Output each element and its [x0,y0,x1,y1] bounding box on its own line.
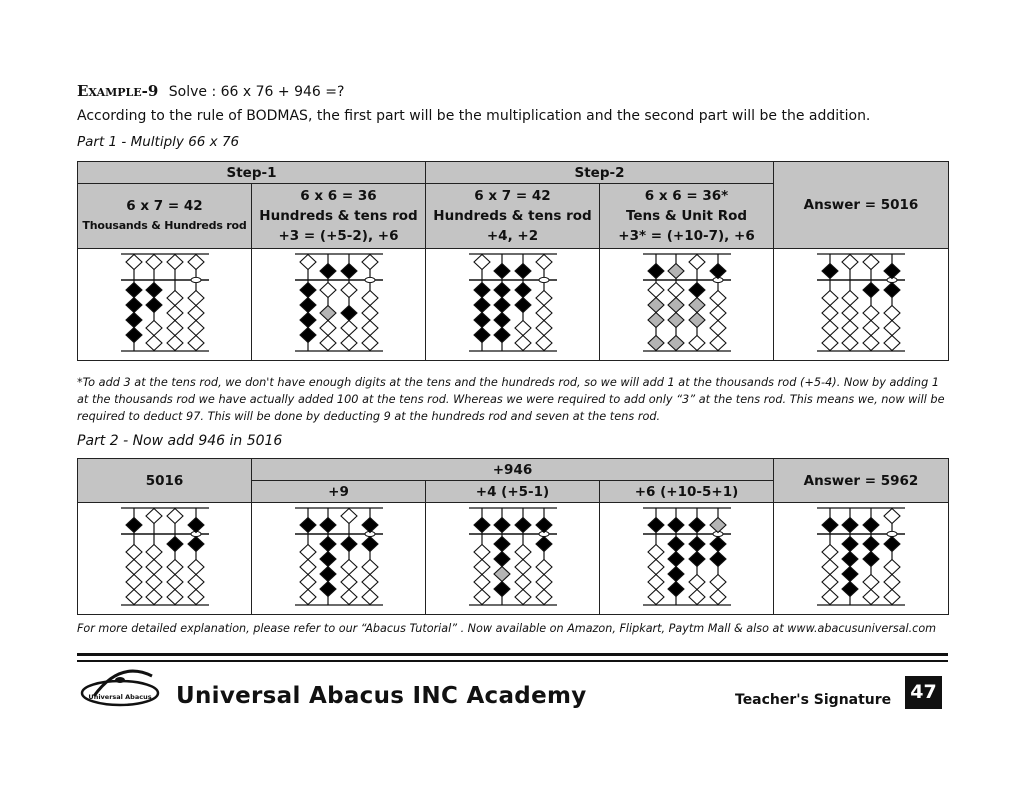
upper-bead [146,508,162,523]
lower-bead [146,297,162,312]
lower-bead [167,589,183,604]
abacus-part2-2 [294,505,384,609]
lower-bead [842,290,858,305]
lower-bead [710,536,726,551]
unit-rod-marker [539,277,549,282]
lower-bead [648,574,664,589]
upper-bead [710,263,726,278]
lower-bead [494,282,510,297]
lower-bead [300,574,316,589]
upper-bead [689,254,705,269]
lower-bead [126,312,142,327]
footnote: *To add 3 at the tens rod, we don't have enough digits at the tens and the hundreds rod, so we will add 1 at the thousands rod (+5-4). Now by adding 1 at the thousands rod we have actually added 100 at the tens rod. Whereas we were required to add only “3” at the tens rod. This means we, now will be required to deduct 97. This will be done by deducting 9 at the hundreds rod and seven at the tens rod. [77,376,945,423]
lower-bead [167,320,183,335]
lower-bead [515,559,531,574]
lower-bead [536,305,552,320]
upper-bead [494,263,510,278]
lower-bead [689,536,705,551]
abacus-part1-3 [468,251,558,355]
lower-bead [842,305,858,320]
lower-bead [320,282,336,297]
lower-bead [362,335,378,350]
lower-bead [126,282,142,297]
lower-bead [536,536,552,551]
upper-bead [362,517,378,532]
lower-bead [188,559,204,574]
lower-bead [689,574,705,589]
part2-col-2: +4 (+5-1) [426,481,600,503]
abacus-part2-1 [120,505,210,609]
lower-bead [689,589,705,604]
lower-bead [863,282,879,297]
upper-bead [320,263,336,278]
lower-bead [474,559,490,574]
upper-bead [300,254,316,269]
lower-bead [842,536,858,551]
part1-col-4: 6 x 6 = 36* Tens & Unit Rod +3* = (+10-7), +6 [600,184,774,249]
upper-bead [863,254,879,269]
page-number: 47 [905,676,942,709]
lower-bead [126,559,142,574]
abacus-part1-1 [120,251,210,355]
lower-bead [822,544,838,559]
upper-bead [648,517,664,532]
upper-bead [842,517,858,532]
lower-bead [668,536,684,551]
lower-bead [842,320,858,335]
lower-bead [689,297,705,312]
part2-col-1: +9 [252,481,426,503]
upper-bead [668,263,684,278]
lower-bead [689,282,705,297]
step1-header: Step-1 [78,162,426,184]
lower-bead [710,335,726,350]
abacus-part2-3 [468,505,558,609]
lower-bead [648,282,664,297]
footer-rule [77,653,948,656]
part1-col-2: 6 x 6 = 36 Hundreds & tens rod +3 = (+5-2), +6 [252,184,426,249]
teacher-signature-label: Teacher's Signature [735,692,892,708]
lower-bead [668,282,684,297]
lower-bead [146,589,162,604]
part2-start: 5016 [78,459,252,503]
upper-bead [710,517,726,532]
lower-bead [126,589,142,604]
lower-bead [188,305,204,320]
intro-text: According to the rule of BODMAS, the first part will be the multiplication and the second part will be the addition. [77,108,871,124]
upper-bead [320,517,336,532]
lower-bead [341,536,357,551]
lower-bead [341,305,357,320]
upper-bead [362,254,378,269]
upper-bead [884,263,900,278]
lower-bead [668,297,684,312]
lower-bead [167,290,183,305]
upper-bead [188,254,204,269]
upper-bead [863,517,879,532]
lower-bead [300,589,316,604]
lower-bead [536,589,552,604]
upper-bead [167,254,183,269]
lower-bead [300,327,316,342]
lower-bead [362,536,378,551]
upper-bead [146,254,162,269]
lower-bead [689,312,705,327]
academy-logo [80,666,162,710]
upper-bead [668,517,684,532]
example-problem: Solve : 66 x 76 + 946 =? [168,84,345,100]
lower-bead [648,589,664,604]
unit-rod-marker [365,277,375,282]
lower-bead [884,335,900,350]
upper-bead [536,517,552,532]
lower-bead [515,544,531,559]
lower-bead [188,536,204,551]
lower-bead [188,290,204,305]
lower-bead [822,290,838,305]
upper-bead [300,517,316,532]
upper-bead [515,263,531,278]
upper-bead [822,517,838,532]
lower-bead [668,312,684,327]
lower-bead [536,290,552,305]
lower-bead [536,559,552,574]
lower-bead [320,320,336,335]
lower-bead [341,574,357,589]
lower-bead [474,282,490,297]
lower-bead [842,551,858,566]
lower-bead [320,581,336,596]
lower-bead [167,559,183,574]
upper-bead [474,254,490,269]
lower-bead [494,327,510,342]
lower-bead [668,551,684,566]
lower-bead [515,282,531,297]
part1-heading: Part 1 - Multiply 66 x 76 [77,134,240,150]
lower-bead [710,589,726,604]
lower-bead [884,282,900,297]
lower-bead [822,305,838,320]
lower-bead [494,566,510,581]
lower-bead [648,559,664,574]
upper-bead [689,517,705,532]
lower-bead [126,544,142,559]
lower-bead [863,305,879,320]
lower-bead [146,320,162,335]
lower-bead [536,320,552,335]
upper-bead [126,517,142,532]
lower-bead [842,581,858,596]
lower-bead [863,574,879,589]
lower-bead [648,335,664,350]
lower-bead [710,574,726,589]
lower-bead [668,566,684,581]
lower-bead [515,297,531,312]
part1-col-1: 6 x 7 = 42 Thousands & Hundreds rod [78,184,252,249]
lower-bead [494,581,510,596]
lower-bead [515,574,531,589]
lower-bead [146,282,162,297]
lower-bead [146,574,162,589]
lower-bead [474,297,490,312]
lower-bead [188,574,204,589]
lower-bead [710,551,726,566]
lower-bead [648,544,664,559]
lower-bead [884,536,900,551]
part1-table [77,161,949,361]
lower-bead [300,312,316,327]
lower-bead [167,305,183,320]
upper-bead [167,508,183,523]
part1-col-3: 6 x 7 = 42 Hundreds & tens rod +4, +2 [426,184,600,249]
abacus-part1-5 [816,251,906,355]
example-title [77,82,344,100]
lower-bead [710,305,726,320]
abacus-part2-5 [816,505,906,609]
lower-bead [689,551,705,566]
lower-bead [474,544,490,559]
lower-bead [474,327,490,342]
lower-bead [474,312,490,327]
lower-bead [648,312,664,327]
lower-bead [536,574,552,589]
upper-bead [822,263,838,278]
upper-bead [648,263,664,278]
upper-bead [341,263,357,278]
lower-bead [884,320,900,335]
example-label: Example-9 [77,82,159,100]
upper-bead [515,517,531,532]
part2-group: +946 [252,459,774,481]
upper-bead [494,517,510,532]
lower-bead [341,335,357,350]
lower-bead [863,589,879,604]
part2-table [77,458,949,615]
unit-rod-marker [191,277,201,282]
lower-bead [515,589,531,604]
lower-bead [300,544,316,559]
lower-bead [536,335,552,350]
academy-name: Universal Abacus INC Academy [176,683,587,709]
lower-bead [362,305,378,320]
lower-bead [188,589,204,604]
lower-bead [320,551,336,566]
lower-bead [822,559,838,574]
lower-bead [822,335,838,350]
lower-bead [362,320,378,335]
lower-bead [884,305,900,320]
lower-bead [822,320,838,335]
lower-bead [341,589,357,604]
lower-bead [822,574,838,589]
lower-bead [300,282,316,297]
part2-heading: Part 2 - Now add 946 in 5016 [77,433,283,449]
lower-bead [494,312,510,327]
lower-bead [167,536,183,551]
lower-bead [362,559,378,574]
upper-bead [536,254,552,269]
lower-bead [341,320,357,335]
upper-bead [842,254,858,269]
step2-header: Step-2 [426,162,774,184]
lower-bead [188,320,204,335]
abacus-part1-2 [294,251,384,355]
upper-bead [341,508,357,523]
lower-bead [362,574,378,589]
lower-bead [126,297,142,312]
lower-bead [146,544,162,559]
footer-rule-thin [77,660,948,662]
lower-bead [341,559,357,574]
lower-bead [710,320,726,335]
lower-bead [320,566,336,581]
lower-bead [362,589,378,604]
lower-bead [863,536,879,551]
lower-bead [494,551,510,566]
lower-bead [822,589,838,604]
lower-bead [300,297,316,312]
lower-bead [668,335,684,350]
lower-bead [167,574,183,589]
lower-bead [884,559,900,574]
lower-bead [300,559,316,574]
lower-bead [863,335,879,350]
part2-col-3: +6 (+10-5+1) [600,481,774,503]
upper-bead [188,517,204,532]
lower-bead [863,320,879,335]
lower-bead [710,290,726,305]
upper-bead [126,254,142,269]
lower-bead [515,335,531,350]
lower-bead [494,297,510,312]
lower-bead [362,290,378,305]
lower-bead [320,335,336,350]
lower-bead [689,335,705,350]
logo-text: Universal Abacus [88,693,152,701]
lower-bead [188,335,204,350]
lower-bead [494,536,510,551]
lower-bead [146,335,162,350]
lower-bead [884,589,900,604]
lower-bead [126,574,142,589]
lower-bead [842,566,858,581]
part1-answer: Answer = 5016 [774,162,949,249]
part2-answer: Answer = 5962 [774,459,949,503]
lower-bead [320,536,336,551]
lower-bead [320,305,336,320]
lower-bead [668,581,684,596]
lower-bead [863,551,879,566]
abacus-part1-4 [642,251,732,355]
lower-bead [515,320,531,335]
lower-bead [842,335,858,350]
more-info: For more detailed explanation, please refer to our “Abacus Tutorial” . Now available on Amazon, Flipkart, Paytm Mall & also at www.abacusuniversal.com [77,622,937,635]
lower-bead [146,559,162,574]
lower-bead [341,282,357,297]
upper-bead [474,517,490,532]
lower-bead [167,335,183,350]
lower-bead [884,574,900,589]
abacus-part2-4 [642,505,732,609]
upper-bead [884,508,900,523]
lower-bead [126,327,142,342]
lower-bead [474,574,490,589]
lower-bead [474,589,490,604]
lower-bead [648,297,664,312]
